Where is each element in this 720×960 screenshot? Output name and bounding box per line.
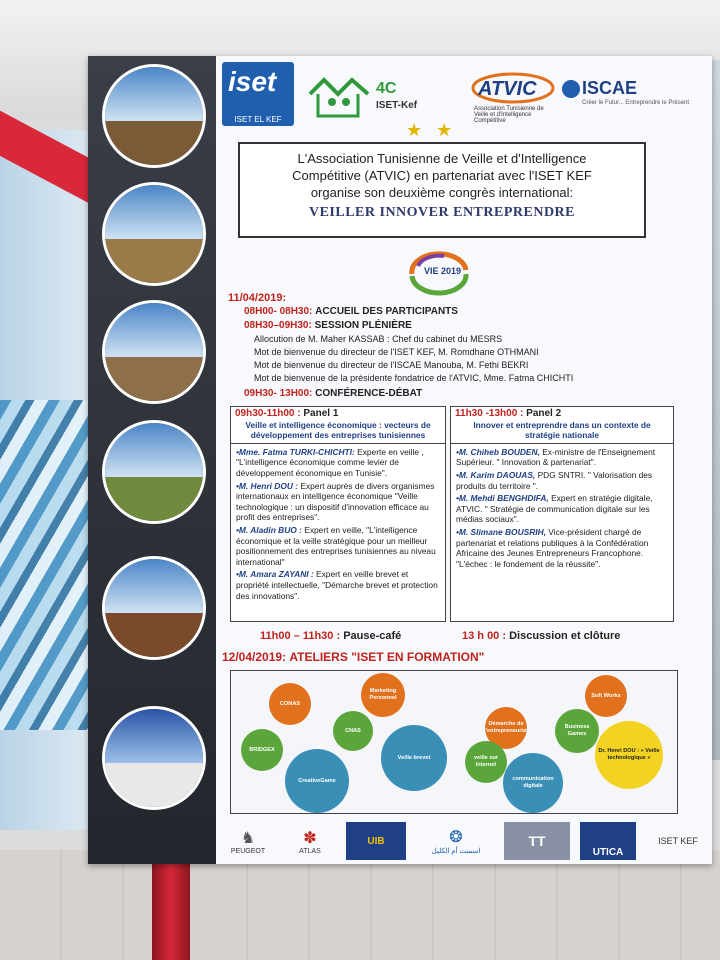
logo-4c-title: 4C bbox=[376, 80, 397, 97]
cement-logo bbox=[416, 822, 496, 860]
sponsor-logos bbox=[218, 818, 712, 864]
sponsor-name: اسمنت أم الكليل bbox=[431, 848, 481, 855]
title-box bbox=[238, 142, 646, 238]
iset-logo-caption: ISET EL KEF bbox=[234, 115, 282, 124]
theme-title: VEILLER INNOVER ENTREPRENDRE bbox=[308, 205, 576, 220]
workshop-gears bbox=[230, 670, 678, 814]
speaker-name: •M. Chiheb BOUDEN, bbox=[456, 446, 540, 457]
panel-header bbox=[231, 407, 445, 444]
schedule-time: 08H30–09H30: bbox=[244, 320, 312, 331]
gear-icon: communication digitale bbox=[503, 753, 563, 813]
speaker-talk: Ex-ministre de l'Enseignement Supérieur. " Innovation & partenariat". bbox=[456, 446, 656, 468]
photo-strip bbox=[88, 56, 216, 864]
schedule-label: CONFÉRENCE-DÉBAT bbox=[315, 388, 423, 399]
photo-mosque bbox=[102, 706, 206, 810]
uib-logo: UIB bbox=[346, 822, 406, 860]
panel-header bbox=[451, 407, 673, 444]
lion-icon: ♞ bbox=[240, 829, 256, 847]
speaker-name: •M. Henri DOU : bbox=[236, 480, 299, 491]
panel-subtitle: Veille et intelligence économique : vecteurs de développement des entreprises tunisiennes bbox=[245, 419, 431, 441]
schedule-item bbox=[244, 306, 712, 317]
photo-ruins bbox=[102, 300, 206, 404]
panel-body bbox=[451, 444, 673, 575]
tiled-floor bbox=[0, 847, 720, 960]
speaker-name: •M. Karim DAOUAS, bbox=[456, 469, 536, 480]
atvic-logo-text: ATVIC bbox=[478, 78, 537, 100]
day2-header bbox=[222, 650, 702, 664]
panel-2 bbox=[450, 406, 674, 622]
schedule-item bbox=[244, 320, 712, 331]
speaker-name: •M. Mehdi BENGHDIFA, bbox=[456, 493, 549, 504]
tt-logo: TT bbox=[504, 822, 570, 860]
logo-4c-sub: ISET-Kef bbox=[376, 100, 418, 111]
red-stand-pole bbox=[152, 860, 190, 960]
panel-time: 11h30 -13h00 : bbox=[455, 408, 524, 419]
speaker-entry bbox=[456, 447, 668, 468]
closing-label: Discussion et clôture bbox=[509, 630, 621, 642]
gear-icon: veille sur Internet bbox=[465, 741, 507, 783]
speaker-talk: Expert en veille brevet et propriété intellectuelle, "Démarche brevet et protection des innovations". bbox=[236, 569, 438, 601]
iset-logo bbox=[222, 62, 294, 126]
gear-icon: CONAS bbox=[269, 683, 311, 725]
title-line: L'Association Tunisienne de Veille et d'Intelligence bbox=[297, 151, 587, 166]
speaker-entry bbox=[456, 493, 668, 525]
iscae-logo-tagline: Créer le Futur... Entreprendre le Présent bbox=[582, 100, 690, 106]
atvic-logo bbox=[470, 66, 556, 124]
conference-poster bbox=[88, 56, 712, 864]
utica-logo: UTICA bbox=[580, 822, 636, 860]
panel-subtitle: Innover et entreprendre dans un contexte de stratégie nationale bbox=[473, 419, 651, 441]
day2-date: 12/04/2019: bbox=[222, 650, 287, 664]
gear-icon: Démarche de l'entrepreneuriat bbox=[485, 707, 527, 749]
speaker-talk: Vice-président chargé de partenariat et relations publiques à la Confédération Africaine des Jeunes Entrepreneurs Francophone. "L'échec : le fondement de la réussite". bbox=[456, 526, 649, 569]
schedule-item bbox=[244, 388, 712, 399]
panel-body bbox=[231, 444, 445, 606]
iscae-logo bbox=[562, 78, 708, 118]
sponsor-name: PEUGEOT bbox=[230, 847, 266, 855]
panel-label: Panel 1 bbox=[303, 408, 339, 419]
header-logos bbox=[218, 62, 708, 122]
stars-icon: ★★ bbox=[406, 120, 467, 140]
speaker-entry bbox=[236, 525, 440, 567]
panel-title bbox=[455, 409, 669, 420]
speaker-entry bbox=[236, 481, 440, 523]
speaker-entry bbox=[456, 470, 668, 491]
speaker-entry bbox=[456, 527, 668, 569]
speaker-name: •M. Amara ZAYANI : bbox=[236, 569, 314, 580]
photo-fortress bbox=[102, 556, 206, 660]
speech-item: Allocution de M. Maher KASSAB : Chef du cabinet du MESRS bbox=[254, 334, 503, 344]
gear-icon: BRIDGEX bbox=[241, 729, 283, 771]
speaker-entry bbox=[236, 569, 440, 601]
gear-icon: Dr. Henri DOU : « Veille technologique » bbox=[595, 721, 663, 789]
speaker-talk: PDG SNTRI. " Valorisation des produits du territoire ". bbox=[456, 469, 653, 491]
vie-2019-logo bbox=[404, 250, 474, 296]
iscae-globe-icon bbox=[562, 80, 580, 98]
sponsor-name: ATLAS bbox=[299, 847, 321, 855]
break-label: Pause-café bbox=[343, 630, 402, 642]
speech-item: Mot de bienvenue de la présidente fondatrice de l'ATVIC, Mme. Fatma CHICHTI bbox=[254, 373, 574, 383]
schedule-time: 08H00- 08H30: bbox=[244, 306, 313, 317]
gear-icon: Business Games bbox=[555, 709, 599, 753]
speaker-name: •M. Aladin BUO : bbox=[236, 524, 302, 535]
atlas-logo bbox=[282, 822, 338, 860]
vie-logo-text: VIE 2019 bbox=[424, 266, 462, 276]
speaker-talk: Experte en veille , "L'intelligence économique comme levier de développement économique en Tunisie". bbox=[236, 446, 424, 478]
schedule-label: SESSION PLÉNIÈRE bbox=[314, 320, 412, 331]
speaker-name: •Mme. Fatma TURKI-CHICHTI: bbox=[236, 446, 355, 457]
photo-cannon bbox=[102, 64, 206, 168]
logo-4c bbox=[306, 72, 456, 120]
title-line: organise son deuxième congrès international: bbox=[310, 185, 574, 200]
iset-kef-logo: ISET KEF bbox=[658, 836, 698, 846]
panel-time: 09h30-11h00 : bbox=[235, 408, 301, 419]
gear-icon: Veille brevet bbox=[381, 725, 447, 791]
cement-emblem-icon: ❂ bbox=[449, 829, 463, 846]
houses-icon bbox=[306, 72, 372, 120]
speaker-talk: Expert auprès de divers organismes internationaux en intelligence économique "Veille technologique : un dispositif d'innovation efficace au profit des entreprises". bbox=[236, 480, 435, 523]
day2-label: ATELIERS "ISET EN FORMATION" bbox=[289, 650, 485, 664]
day1-date bbox=[228, 292, 708, 304]
day1-date-text: 11/04/2019: bbox=[228, 292, 287, 304]
leaf-icon: ✽ bbox=[303, 829, 317, 847]
photo-dome bbox=[102, 182, 206, 286]
gear-icon: Marketing Personnel bbox=[361, 673, 405, 717]
speech-item: Mot de bienvenue du directeur de l'ISCAE Manouba, M. Fethi BEKRI bbox=[254, 360, 529, 370]
gear-icon: CreativeGame bbox=[285, 749, 349, 813]
iscae-logo-text: ISCAE bbox=[582, 78, 638, 98]
closing bbox=[462, 630, 712, 642]
title-line: Compétitive (ATVIC) en partenariat avec l'ISET KEF bbox=[292, 168, 592, 183]
peugeot-logo bbox=[220, 822, 276, 860]
gear-icon: CNAS bbox=[333, 711, 373, 751]
schedule-time: 09H30- 13H00: bbox=[244, 388, 313, 399]
speaker-entry bbox=[236, 447, 440, 479]
speaker-talk: Expert en stratégie digitale, ATVIC. " Stratégie de communication digitale sur les médias sociaux". bbox=[456, 493, 653, 525]
break-time: 11h00 – 11h30 : bbox=[260, 630, 341, 642]
speaker-talk: Expert en veille, "L'intelligence économique et la veille stratégique pour un meilleur positionnement des entreprises tunisiennes au niveau international" bbox=[236, 524, 436, 567]
panel-1 bbox=[230, 406, 446, 622]
panel-title bbox=[235, 409, 441, 420]
photo-mesa bbox=[102, 420, 206, 524]
gear-icon: Soft Works bbox=[585, 675, 627, 717]
speaker-name: •M. Slimane BOUSRIH, bbox=[456, 526, 546, 537]
iset-logo-text: iset bbox=[228, 66, 277, 97]
speech-item: Mot de bienvenue du directeur de l'ISET KEF, M. Romdhane OTHMANI bbox=[254, 347, 539, 357]
schedule-label: ACCUEIL DES PARTICIPANTS bbox=[315, 306, 458, 317]
atvic-logo-tagline: Association Tunisienne de Veille et d'Intelligence Compétitive bbox=[474, 106, 544, 124]
panel-label: Panel 2 bbox=[526, 408, 562, 419]
closing-time: 13 h 00 : bbox=[462, 630, 507, 642]
